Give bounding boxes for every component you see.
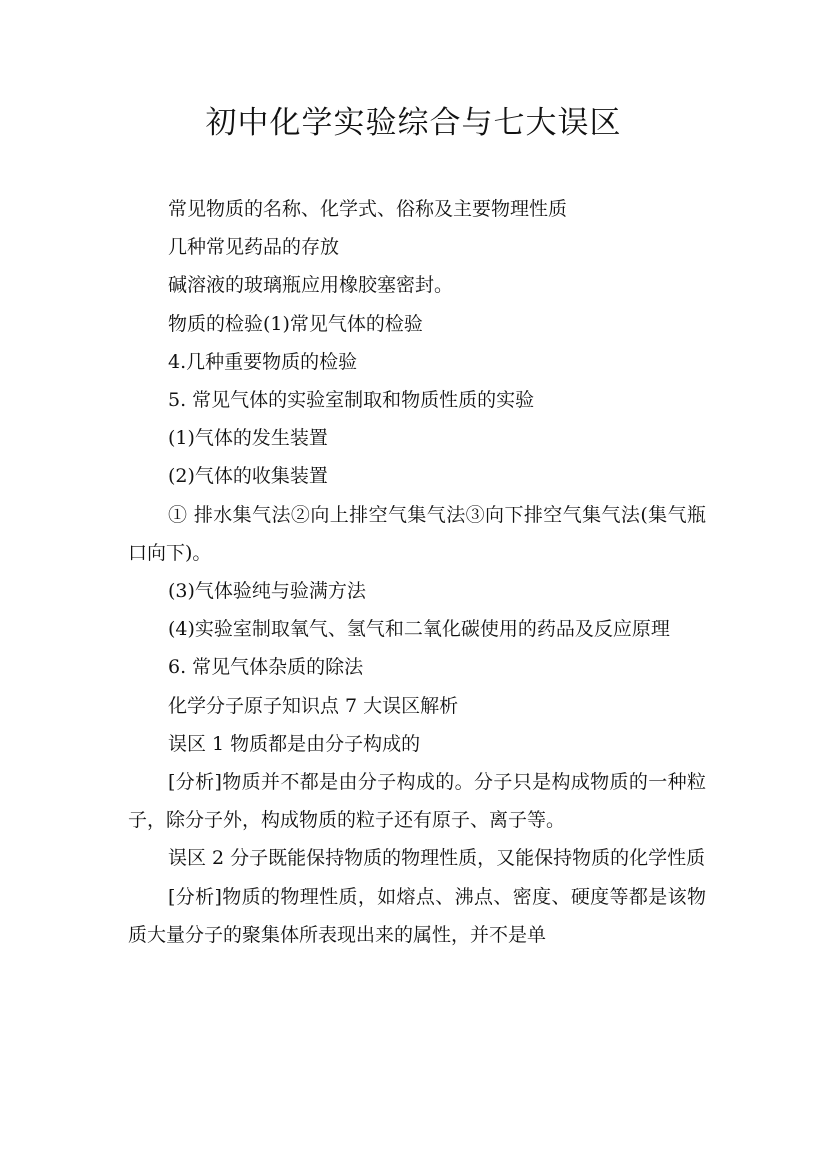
paragraph: 物质的检验(1)常见气体的检验: [168, 312, 423, 335]
paragraph: 误区 1 物质都是由分子构成的: [168, 732, 421, 755]
paragraph: 误区 2 分子既能保持物质的物理性质，又能保持物质的化学性质: [168, 847, 706, 870]
paragraph: [分析]物质并不都是由分子构成的。分子只是构成物质的一种粒子，除分子外，构成物质的粒子还有原子、离子等。: [128, 771, 706, 832]
paragraph: [分析]物质的物理性质，如熔点、沸点、密度、硬度等都是该物质大量分子的聚集体所表现出来的属性，并不是单: [128, 885, 706, 946]
paragraph: 6. 常见气体杂质的除法: [168, 656, 364, 679]
paragraph: ① 排水集气法②向上排空气集气法③向下排空气集气法(集气瓶口向下)。: [128, 503, 706, 564]
paragraph: 化学分子原子知识点 7 大误区解析: [168, 694, 459, 717]
paragraph: (4)实验室制取氧气、氢气和二氧化碳使用的药品及反应原理: [168, 618, 670, 641]
paragraph: (3)气体验纯与验满方法: [168, 580, 366, 603]
paragraph: (2)气体的收集装置: [168, 465, 328, 488]
document-body: [128, 190, 706, 954]
paragraph: 常见物质的名称、化学式、俗称及主要物理性质: [168, 198, 568, 220]
paragraph: 5. 常见气体的实验室制取和物质性质的实验: [168, 389, 535, 412]
paragraph: 碱溶液的玻璃瓶应用橡胶塞密封。: [168, 274, 454, 297]
paragraph: (1)气体的发生装置: [168, 427, 328, 450]
paragraph: 几种常见药品的存放: [168, 236, 340, 259]
paragraph: 4.几种重要物质的检验: [168, 350, 358, 373]
document-title: 初中化学实验综合与七大误区: [205, 105, 622, 141]
